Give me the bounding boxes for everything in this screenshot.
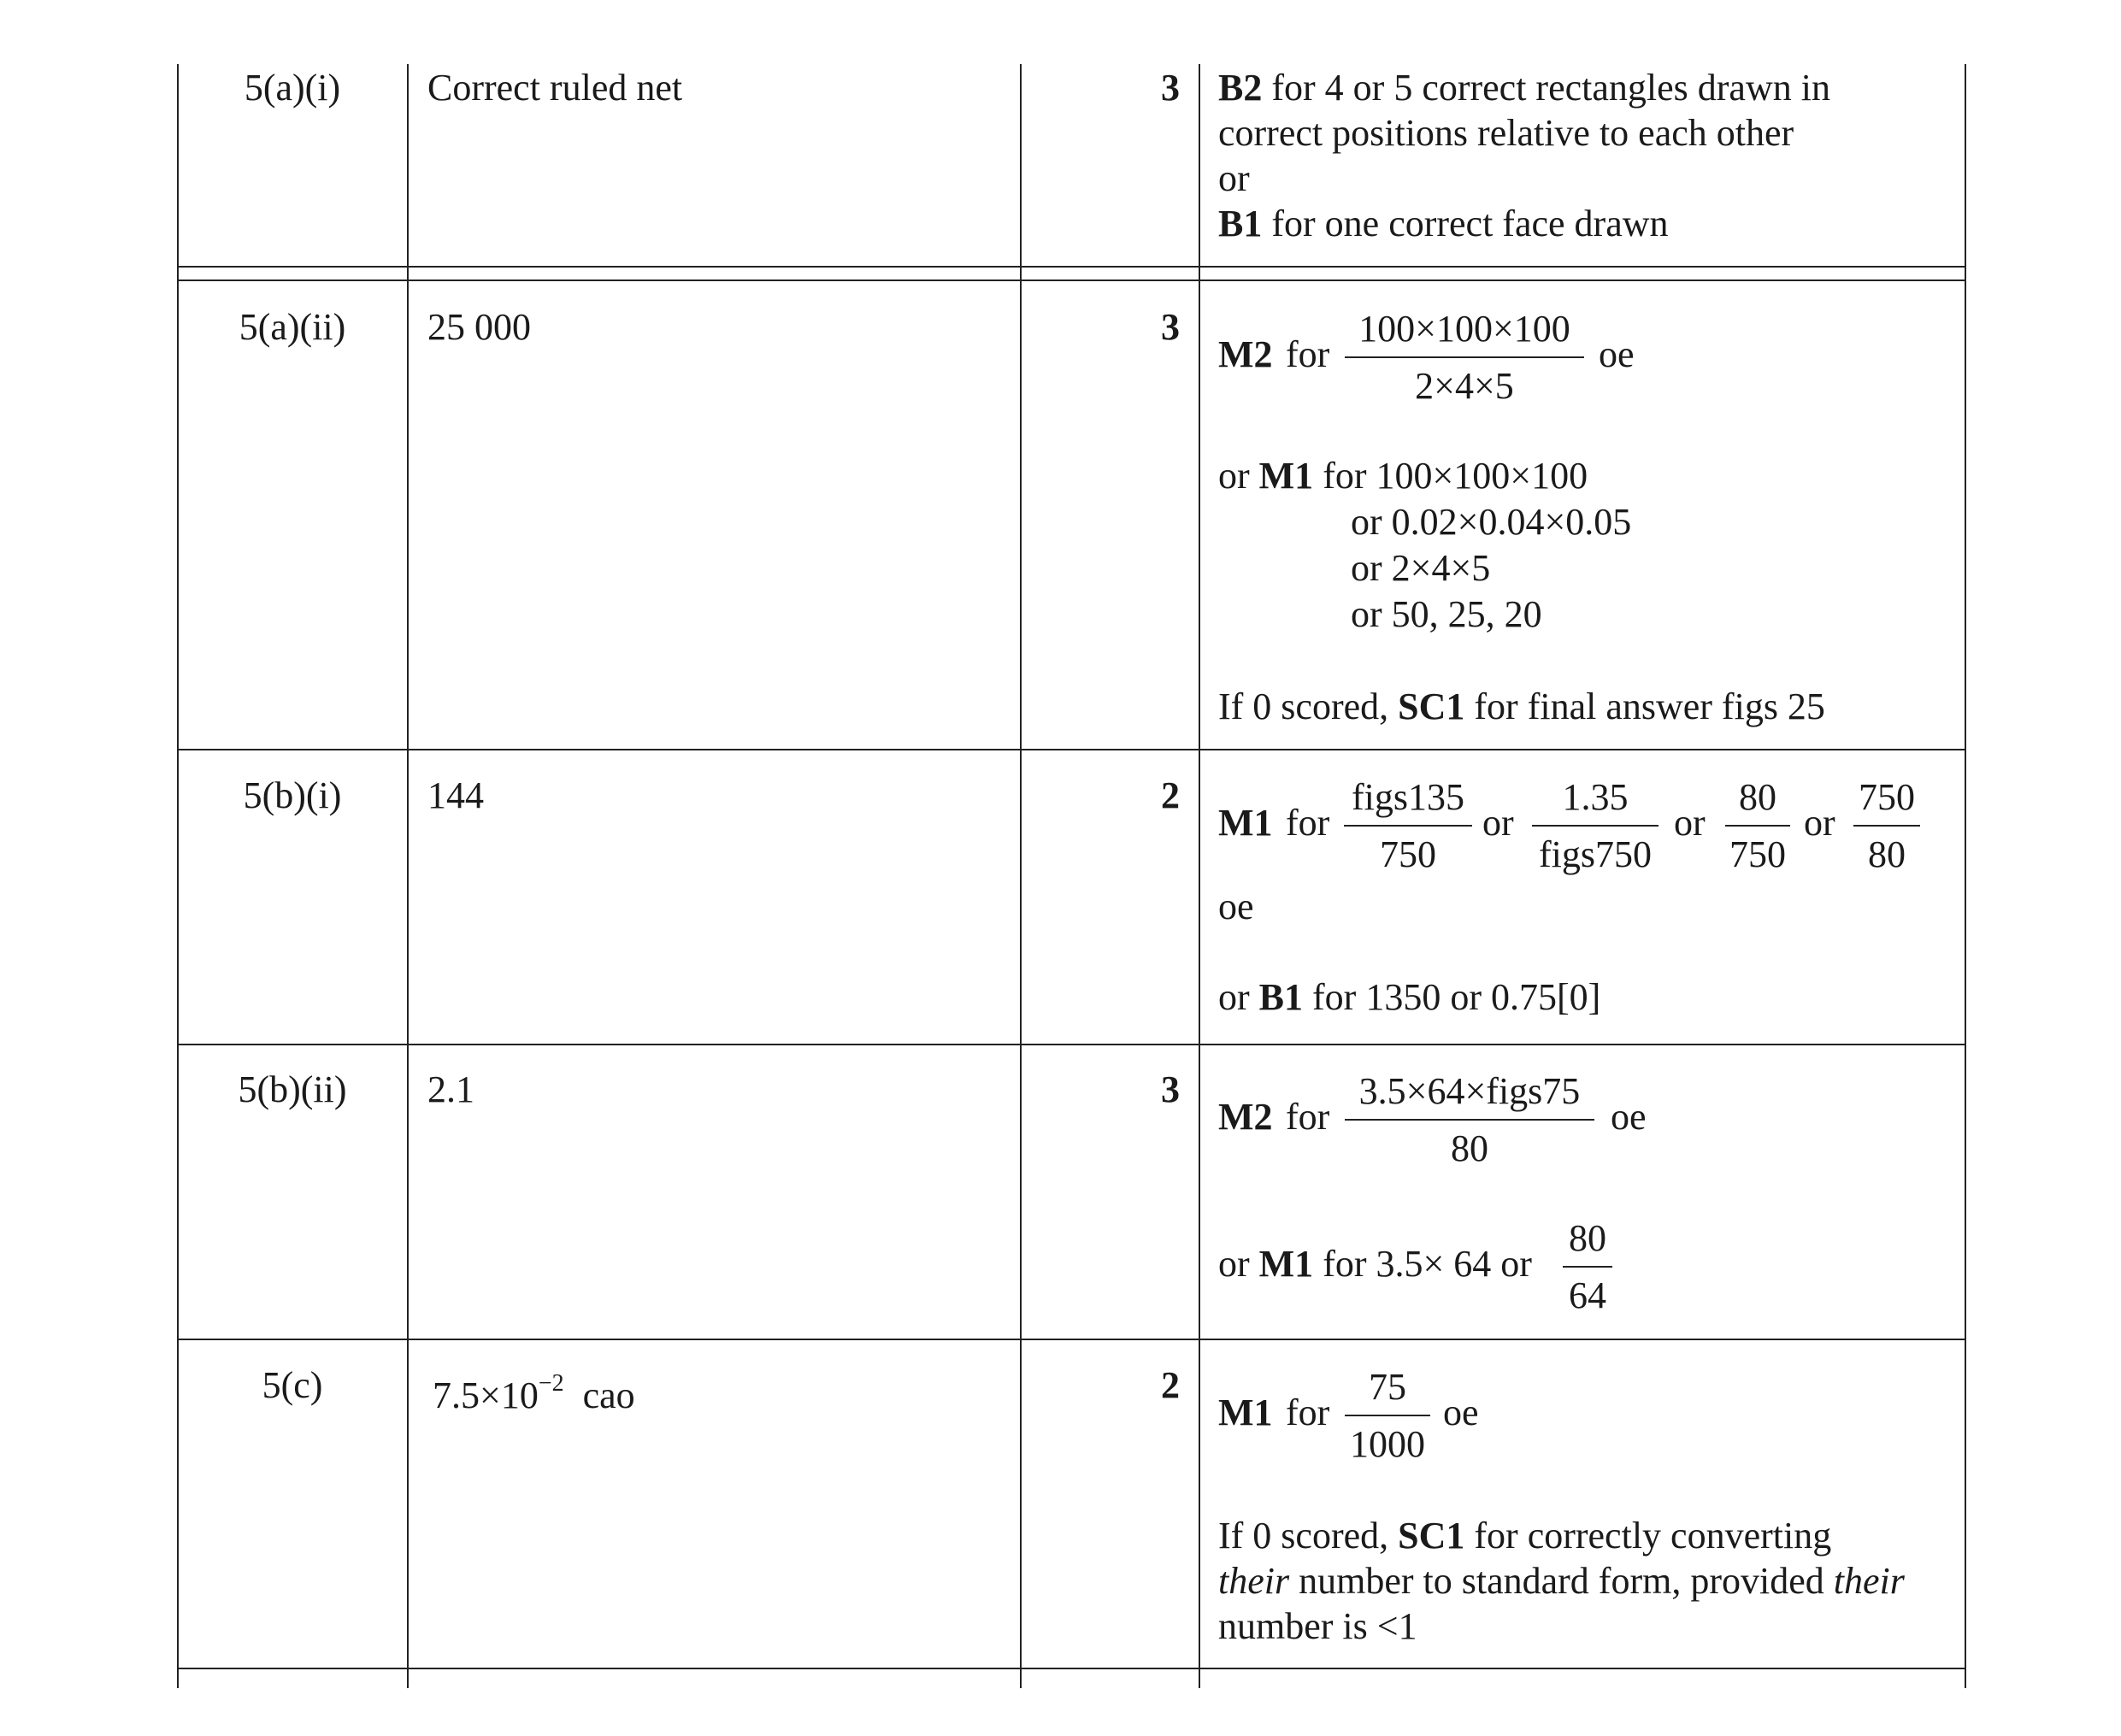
- answer-cell: 144: [427, 774, 484, 816]
- guidance-text: If 0 scored,: [1218, 1515, 1399, 1557]
- fraction-numerator: 100×100×100: [1358, 308, 1570, 350]
- guidance-text: oe: [1611, 1096, 1647, 1138]
- guidance-line: [1218, 974, 1600, 1020]
- marks-cell: 2: [1161, 774, 1180, 816]
- fraction-denominator: 750: [1344, 825, 1472, 877]
- mark-code: SC1: [1398, 1515, 1465, 1557]
- guidance-line: or 0.02×0.04×0.05: [1351, 501, 1632, 543]
- guidance-emphasis: their: [1218, 1560, 1290, 1602]
- guidance-line: or 50, 25, 20: [1351, 593, 1542, 635]
- mark-code: M1: [1258, 455, 1314, 497]
- guidance-text: If 0 scored,: [1218, 686, 1399, 727]
- fraction-denominator: 2×4×5: [1345, 356, 1584, 409]
- guidance-text: for 100×100×100: [1313, 455, 1588, 497]
- guidance-text: or: [1482, 802, 1514, 844]
- answer-cell: Correct ruled net: [427, 67, 683, 109]
- fraction: [1725, 774, 1790, 877]
- mark-code: M1: [1218, 1392, 1273, 1433]
- marks-cell: 3: [1161, 67, 1180, 109]
- fraction-numerator: 80: [1569, 1217, 1606, 1259]
- guidance-text: for one correct face drawn: [1262, 203, 1669, 244]
- fraction-numerator: 3.5×64×figs75: [1358, 1070, 1581, 1112]
- mark-code: B2: [1218, 67, 1263, 109]
- guidance-text: for 1350 or 0.75[0]: [1303, 976, 1601, 1018]
- row-rule: [177, 280, 1966, 281]
- answer-cell: 2.1: [427, 1068, 474, 1110]
- question-number: 5(a)(i): [244, 67, 341, 109]
- guidance-line: [1218, 1513, 1831, 1558]
- guidance-text: for final answer figs 25: [1464, 686, 1825, 727]
- mark-code: M2: [1218, 333, 1273, 375]
- guidance-text: for correctly converting: [1464, 1515, 1832, 1557]
- guidance-text: for: [1286, 333, 1330, 375]
- mark-code: SC1: [1398, 686, 1465, 727]
- guidance-text: oe: [1599, 333, 1635, 375]
- question-number: 5(b)(ii): [238, 1068, 347, 1110]
- row-rule: [177, 1668, 1966, 1669]
- guidance-line: oe: [1218, 886, 1254, 927]
- fraction: [1345, 306, 1584, 409]
- mark-code: M2: [1218, 1096, 1273, 1138]
- question-number: 5(a)(ii): [239, 306, 346, 348]
- question-number: 5(c): [262, 1364, 323, 1406]
- row-rule: [177, 749, 1966, 750]
- guidance-line: or 2×4×5: [1351, 547, 1491, 589]
- fraction-denominator: 750: [1725, 825, 1790, 877]
- fraction-numerator: 75: [1369, 1366, 1406, 1408]
- fraction: [1853, 774, 1920, 877]
- row-rule: [177, 1339, 1966, 1340]
- guidance-text: or: [1804, 802, 1835, 844]
- fraction: [1345, 1068, 1594, 1171]
- guidance-line: or: [1218, 157, 1250, 199]
- mark-code: M1: [1218, 802, 1273, 844]
- fraction-numerator: figs135: [1352, 776, 1464, 818]
- fraction-numerator: 750: [1859, 776, 1915, 818]
- marks-cell: 3: [1161, 306, 1180, 348]
- guidance-line: [1218, 453, 1588, 498]
- mark-code: M1: [1258, 1243, 1314, 1285]
- column-rule: [177, 64, 179, 1688]
- column-rule: [1020, 64, 1022, 1688]
- guidance-emphasis: their: [1833, 1560, 1905, 1602]
- column-rule: [1199, 64, 1200, 1688]
- fraction-denominator: 1000: [1345, 1415, 1430, 1467]
- fraction: [1532, 774, 1659, 877]
- guidance-line: correct positions relative to each other: [1218, 112, 1794, 154]
- guidance-text: for 3.5× 64 or: [1313, 1243, 1532, 1285]
- mark-code: B1: [1258, 976, 1304, 1018]
- fraction-denominator: figs750: [1532, 825, 1659, 877]
- fraction: [1344, 774, 1472, 877]
- fraction-denominator: 80: [1345, 1119, 1594, 1171]
- guidance-text: for: [1286, 802, 1330, 844]
- answer-exponent: −2: [538, 1370, 564, 1398]
- column-rule: [1965, 64, 1966, 1688]
- question-number: 5(b)(i): [243, 774, 342, 816]
- marks-cell: 2: [1161, 1364, 1180, 1406]
- guidance-line: [1218, 684, 1825, 729]
- guidance-text: or: [1218, 1243, 1259, 1285]
- guidance-text: oe: [1443, 1392, 1479, 1433]
- guidance-text: or: [1218, 455, 1259, 497]
- guidance-line: [1218, 201, 1669, 246]
- guidance-text: or: [1674, 802, 1706, 844]
- answer-cell: [433, 1370, 635, 1418]
- answer-mantissa: 7.5×10: [433, 1374, 539, 1416]
- guidance-text: number to standard form, provided: [1289, 1560, 1834, 1602]
- mark-code: B1: [1218, 203, 1263, 244]
- guidance-line: number is <1: [1218, 1605, 1417, 1647]
- row-rule: [177, 266, 1966, 268]
- guidance-line: [1218, 1241, 1532, 1286]
- fraction: [1345, 1364, 1430, 1467]
- fraction-numerator: 1.35: [1562, 776, 1629, 818]
- fraction: [1563, 1215, 1612, 1318]
- guidance-line: [1218, 65, 1830, 110]
- guidance-text: or: [1218, 976, 1259, 1018]
- answer-qualifier: cao: [582, 1374, 635, 1416]
- column-rule: [407, 64, 409, 1688]
- guidance-text: for: [1286, 1096, 1330, 1138]
- row-rule: [177, 1044, 1966, 1045]
- answer-cell: 25 000: [427, 306, 531, 348]
- guidance-text: for 4 or 5 correct rectangles drawn in: [1262, 67, 1830, 109]
- guidance-text: for: [1286, 1392, 1330, 1433]
- fraction-denominator: 80: [1853, 825, 1920, 877]
- fraction-denominator: 64: [1563, 1266, 1612, 1318]
- guidance-line: [1218, 1558, 1905, 1604]
- fraction-numerator: 80: [1739, 776, 1776, 818]
- marks-cell: 3: [1161, 1068, 1180, 1110]
